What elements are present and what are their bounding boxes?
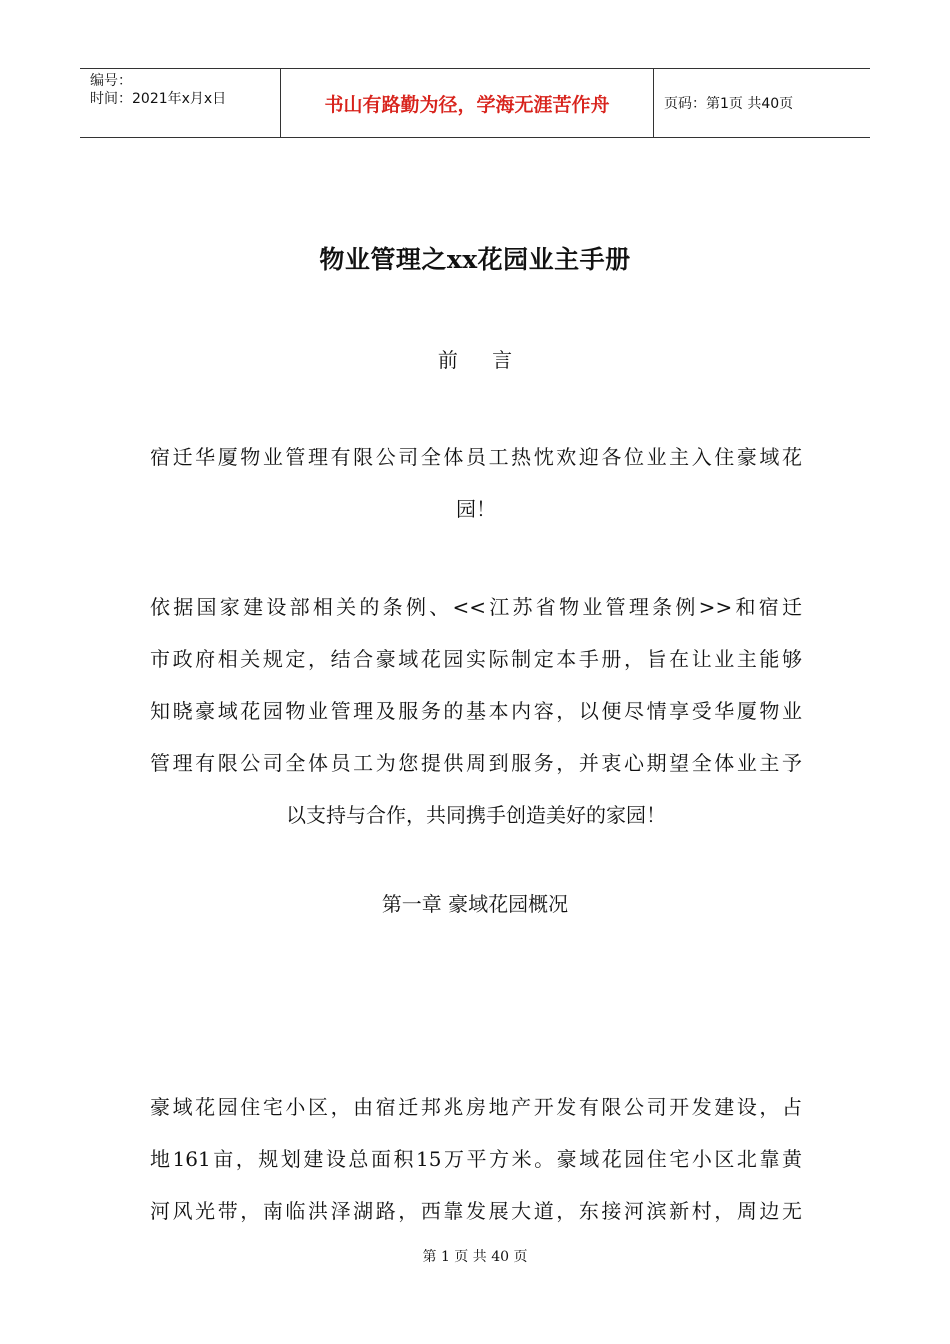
- paragraph-line: 宿迁华厦物业管理有限公司全体员工热忱欢迎各位业主入住豪域花: [150, 445, 802, 469]
- overview-paragraph: [150, 1081, 802, 1237]
- paragraph-line: 知晓豪域花园物业管理及服务的基本内容，以便尽情享受华厦物业: [150, 699, 802, 723]
- purpose-paragraph: [150, 581, 802, 841]
- document-title: 物业管理之xx花园业主手册: [319, 245, 631, 274]
- document-header: [80, 68, 870, 138]
- number-label: 编号：: [90, 73, 132, 89]
- paragraph-line: 依据国家建设部相关的条例、<<江苏省物业管理条例>>和宿迁: [150, 595, 802, 619]
- paragraph-line: 园！: [456, 497, 496, 521]
- chapter-title: 第一章 豪域花园概况: [381, 892, 569, 916]
- paragraph-line: 河风光带，南临洪泽湖路，西靠发展大道，东接河滨新村，周边无: [150, 1199, 802, 1223]
- time-label: 时间：2021年x月x日: [90, 91, 227, 107]
- paragraph-line: 豪域花园住宅小区，由宿迁邦兆房地产开发有限公司开发建设，占: [150, 1095, 802, 1119]
- preface-heading: [0, 344, 950, 373]
- paragraph-line: 以支持与合作，共同携手创造美好的家园！: [286, 803, 666, 827]
- preface-char: 言: [492, 348, 513, 372]
- header-page-info: 页码：第1页 共40页: [664, 96, 794, 112]
- page-footer: 第 1 页 共 40 页: [422, 1249, 528, 1265]
- paragraph-line: 市政府相关规定，结合豪域花园实际制定本手册，旨在让业主能够: [150, 647, 802, 671]
- header-meta: [80, 69, 281, 137]
- header-motto: 书山有路勤为径，学海无涯苦作舟: [281, 69, 654, 137]
- paragraph-line: 地161亩，规划建设总面积15万平方米。豪域花园住宅小区北靠黄: [150, 1147, 802, 1171]
- paragraph-line: 管理有限公司全体员工为您提供周到服务，并衷心期望全体业主予: [150, 751, 802, 775]
- welcome-paragraph: [150, 431, 802, 535]
- preface-char: 前: [437, 348, 458, 372]
